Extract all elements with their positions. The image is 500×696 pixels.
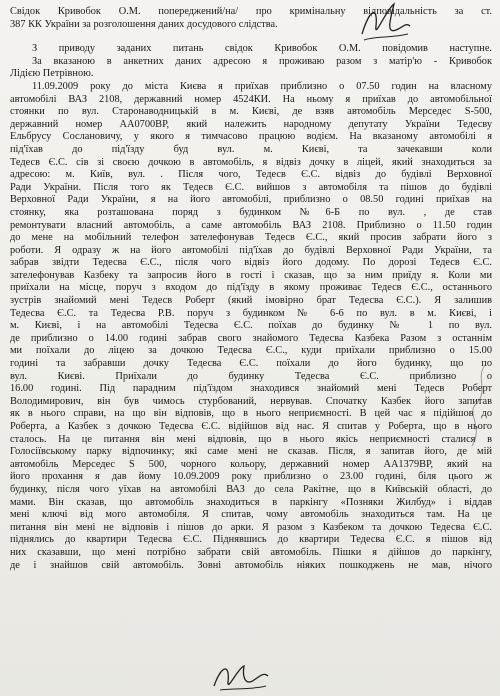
doc-line: Свідок Кривобок О.М. попереджений/на/ про кримінальну відповідальність за ст. <box>10 6 492 17</box>
doc-line: 387 КК України за розголошення даних досудового слідства. <box>10 18 278 30</box>
doc-line: де і знайшов свій автомобіль. Зовні автомобіль ніяких пошкоджень не мав, нічого <box>10 559 492 571</box>
doc-line: ремонтувати власний автомобіль, а саме автомобіль ВАЗ 2108. Приблизно о 11.50 годин <box>10 219 492 231</box>
doc-line: як в нього справи, на що він відповів, що в нього неприємності. В цей час я підійшов до <box>10 408 492 420</box>
doc-line: них сказавши, що мені потрібно забрати свій автомобіль. Пішки я дійшов до паркінгу, <box>10 546 492 558</box>
doc-line: до мене на мобільний телефон зателефонував Тедесв Є.С., який просив забрати його з <box>10 232 492 244</box>
doc-line: 11.09.2009 року до міста Києва я приїхав приблизно о 07.50 годин на власному <box>32 80 492 92</box>
doc-line: піднялись до квартири Тедесва Є.С. Піднявшись до квартири Тедесва Є.С. я пішов від <box>10 534 492 546</box>
doc-line: адресою: м. Київ, вул. . Після чого, Тедесв Є.С. відвіз до будівлі Верховної <box>10 169 492 181</box>
doc-line: 16.00 годині. Під парадним під'їздом знаходився знайомий мені Тедесв Роберт <box>10 383 492 395</box>
doc-line: державний номер АА0700ВР, який належить народному депутату України Тедесву <box>10 118 492 130</box>
doc-line: годині та забравши дочку Тедесва Є.С. поїхали до його будинку, що по <box>10 358 492 370</box>
doc-line: Тедесв Є.С. сів зі своєю дочкою в автомобіль, я відвіз дочку в ліцей, який знаходиться за <box>10 156 492 168</box>
doc-line: забрав звідти Тедесва Є.С., після чого відвіз його додому. По дорозі Тедесв Є.С. <box>10 257 492 269</box>
signature-bottom-icon <box>210 660 270 694</box>
doc-line: сталось. На це питання він мені відповів, що в нього якісь неприємності сталися в <box>10 433 492 445</box>
doc-line: За вказаною в анкетних даних адресою я проживаю разом з матір'ю - Кривобок <box>32 55 492 67</box>
doc-line: зателефонував Казбеку та запросив його в гості і сказав, що за ним приїду я. Коли ми <box>10 269 492 281</box>
doc-line: м. Києві, і на автомобілі Тедесва Є.С. поїхав до будинку № 1 по вул. <box>10 320 492 332</box>
doc-line: де приблизно о 14.00 годині забрав свого знайомого Тедесва Казбека Разом з останнім <box>10 332 492 344</box>
doc-line: Ельбрусу Сослановичу, у якого я тимчасово працюю водієм. На вказаному автомобілі я <box>10 131 492 143</box>
doc-line: ми поїхали до ліцею за дочкою Тедесва Є.С., куди приїхали приблизно о 15.00 <box>10 345 492 357</box>
doc-line: автомобіль Мерседес S 500, чорного кольору, державний номер АА1379ВР, який на <box>10 458 492 470</box>
doc-line: мені ключі від мого автомобіля. Я спитав, чому автомобіль знаходиться там. На це <box>10 509 492 521</box>
doc-line: З приводу заданих питань свідок Кривобок О.М. повідомив наступне. <box>32 43 492 55</box>
doc-line: його прохання я дав йому 10.09.2009 року приблизно о 23.00 годині, біля цього ж <box>10 471 492 483</box>
doc-line: Ради України. Після того як Тедесв Є.С. вийшов з автомобіля та пішов до будівлі <box>10 181 492 193</box>
doc-line: вул. Києві. Приїхали до будинку Тедесва Є.С. приблизно о <box>10 370 492 382</box>
doc-line: зустрів знайомий мені Тедесв Роберт (який імовірно брат Тедесва Є.С.). Я залишив <box>10 295 492 307</box>
doc-line: мами. Він сказав, що автомобіль знаходиться в паркінгу «Позняки Жилбуд» і віддав <box>10 496 492 508</box>
doc-line: Роберта, а Казбек з дочкою Тедесва Є.С. відійшов від нас. Я спитав у Роберта, що в нього <box>10 421 492 432</box>
doc-line: під'їхав до під'їзду буд вул. м. Києві, та зачекавши коли <box>10 143 492 155</box>
doc-line: будинку, після чого уїхав на автомобілі ВАЗ до села Ракітне, що в Київській області, до <box>10 483 492 495</box>
doc-line: стоянку, яка розташована поряд з будинком №6-Б по вул. , де став <box>10 206 492 218</box>
doc-line: Верховної Ради України, я на його автомобілі, приблизно о 08.50 годині приїхав на <box>10 194 492 206</box>
doc-line: автомобілі ВАЗ 2108, державний номер 4524КИ. На ньому я приїхав до автомобільної <box>10 93 492 105</box>
doc-line: Тедесва Є.С. та Тедесва Р.В. поруч з будинком № 6-6 по вул. в м. Києві, і <box>10 307 492 319</box>
doc-line: стоянки по вул. Старонаводницькій в м. Києві, де взяв автомобіль Мерседес S-500, <box>10 106 492 118</box>
doc-line: роботи. Я одразу ж на його автомобілі під'їхав до будівлі Верховної Ради України, та <box>10 244 492 256</box>
doc-line: приїхали на місце, поруч з входом до під'їзду в якому проживає Тедесв Є.С., останнього <box>10 282 492 294</box>
doc-line: Лідією Петрівною. <box>10 68 94 80</box>
doc-line: Володимирович, він був чимось стурбований, нервував. Спочатку Казбек його запитав <box>10 395 492 407</box>
doc-line: питання він мені не відповів і пішов до арки. Я разом з Казбеком та дочкою Тедесва Є.С. <box>10 521 492 533</box>
doc-line: Голосіївському парку відпочинку; які саме мені не сказав. Після, я запитав його, де мій <box>10 446 492 458</box>
